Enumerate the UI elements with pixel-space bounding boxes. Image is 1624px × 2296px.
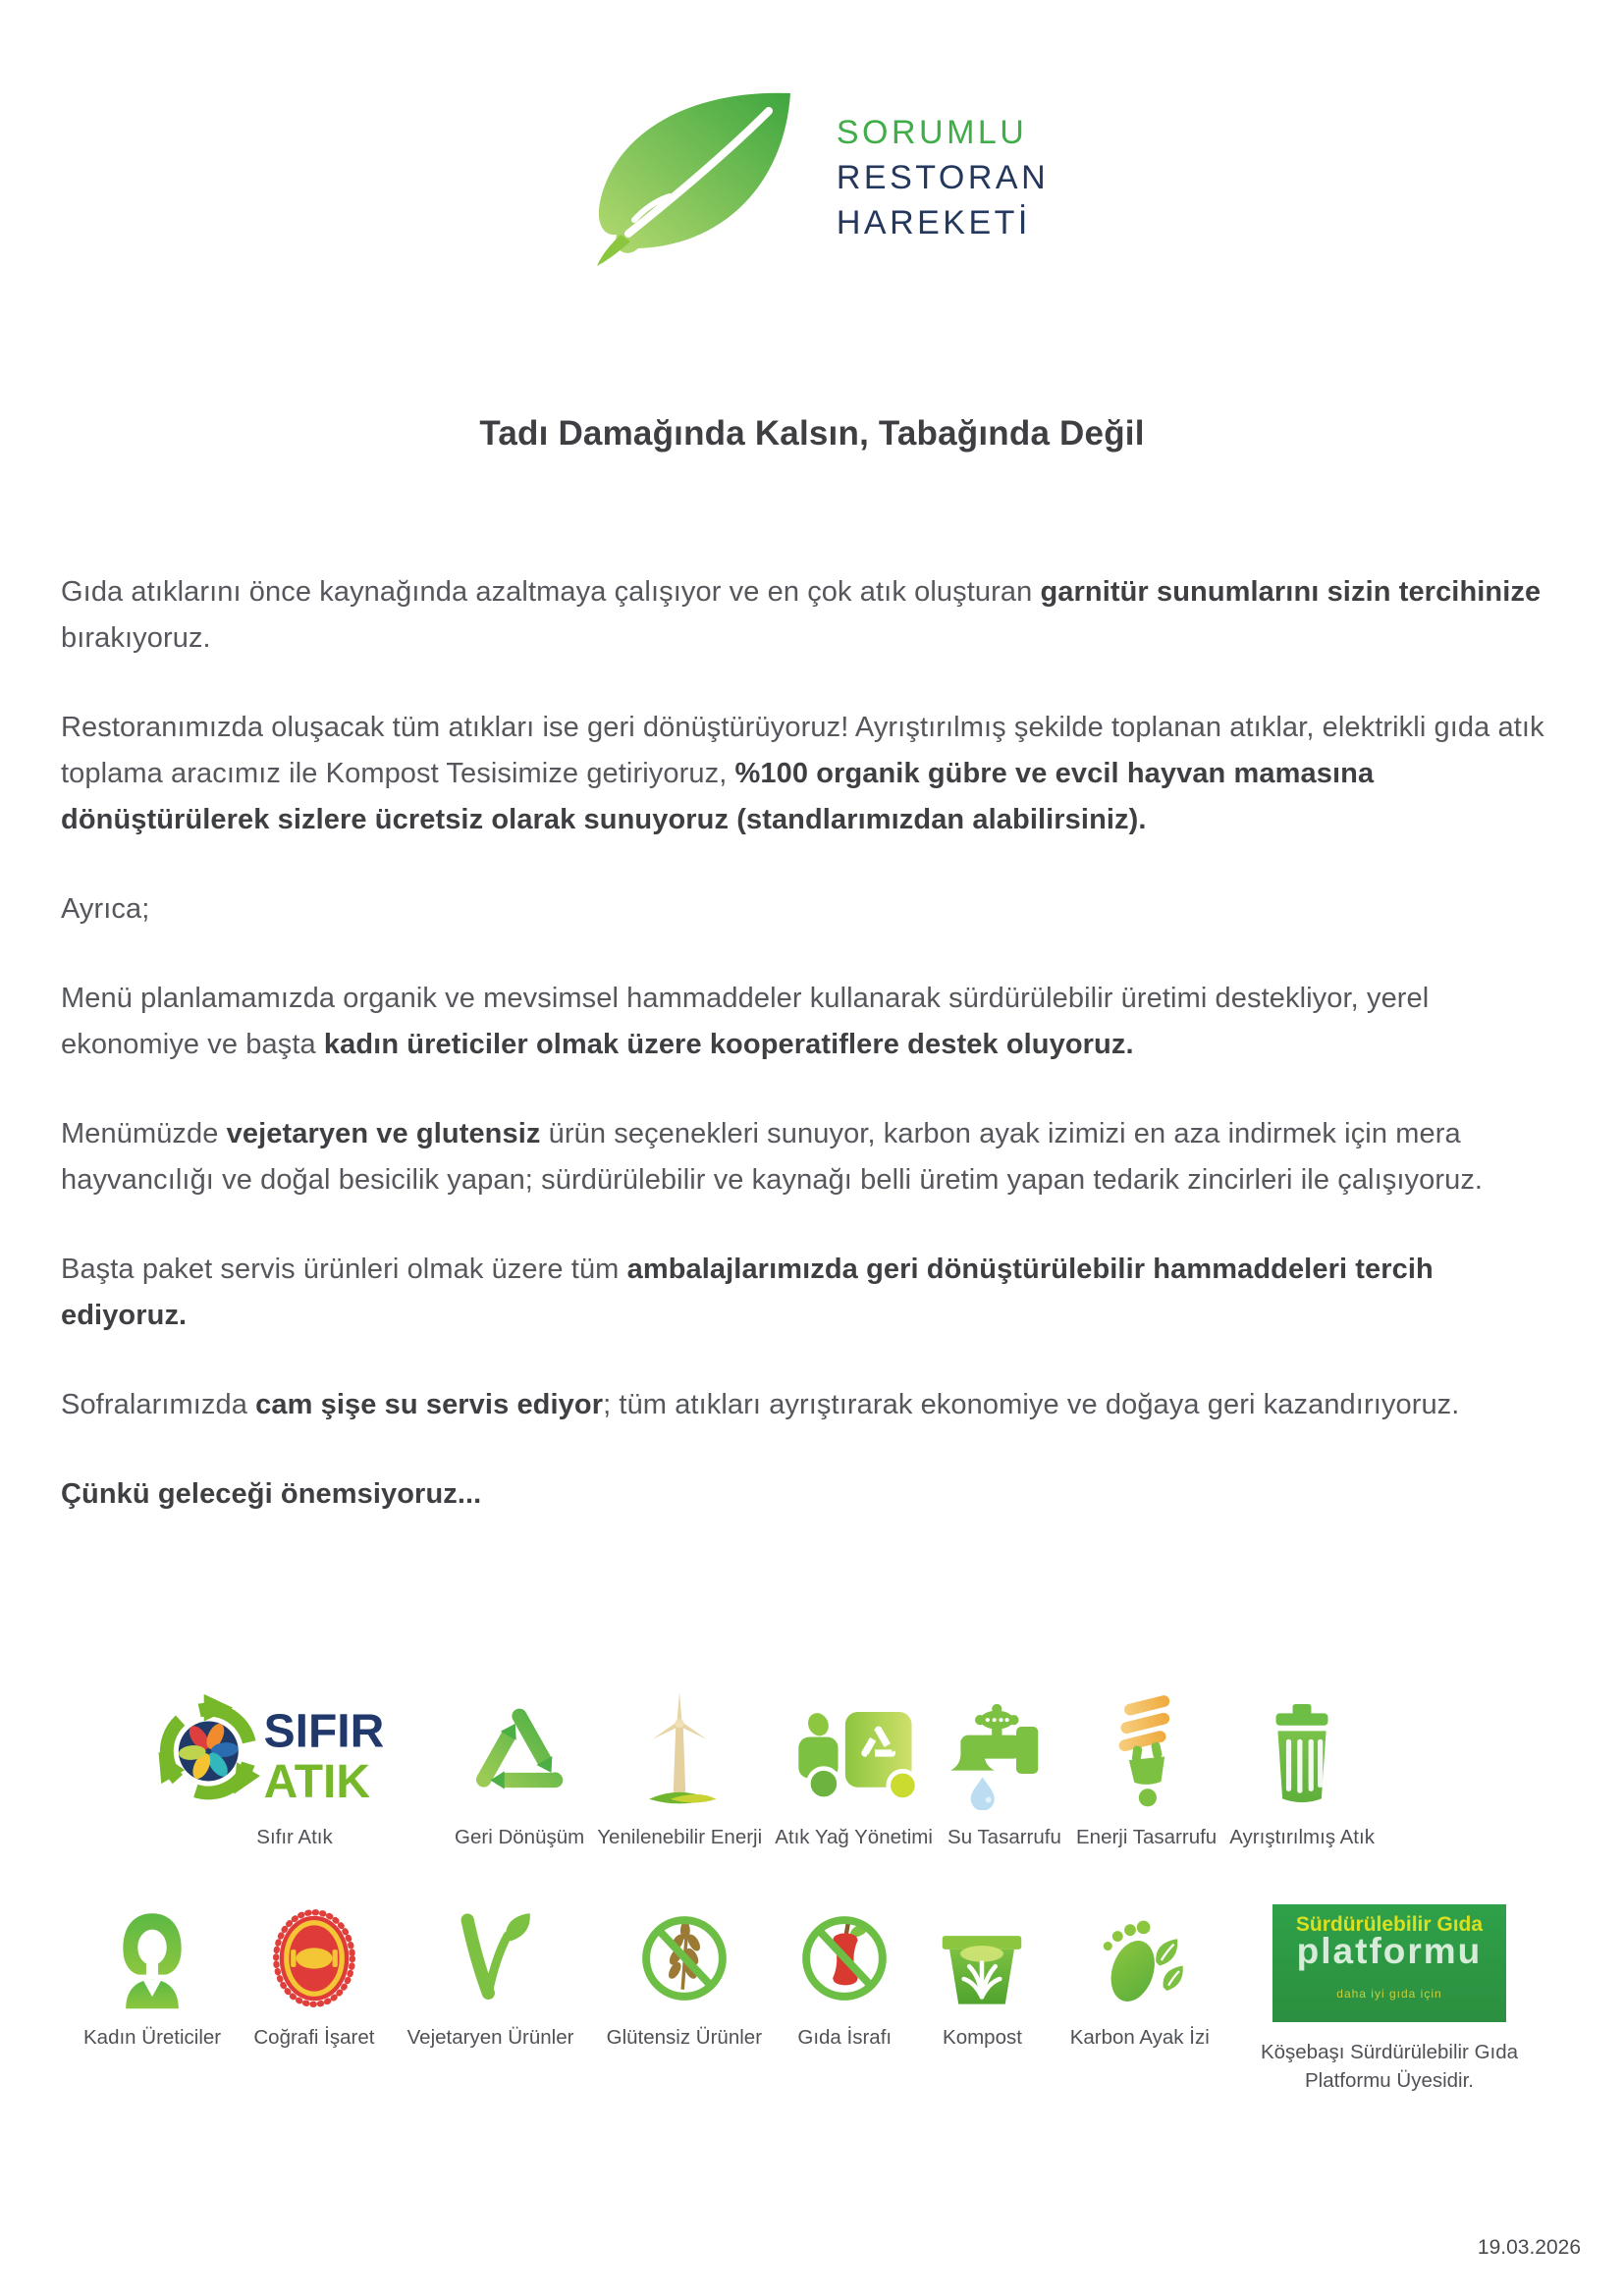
sustainable-food-platform-logo [1272, 1904, 1506, 2022]
sifir-atik-word1: SIFIR [263, 1705, 385, 1758]
badge-label: Karbon Ayak İzi [1069, 2026, 1210, 2049]
paragraph: Ayrıca; [61, 893, 150, 925]
badge-geri-donusum [455, 1690, 584, 1849]
paragraph: Sofralarımızda cam şişe su servis ediyor; tüm atıkları ayrıştırarak ekonomiye ve doğaya geri kazandırıyoruz. [61, 1389, 1460, 1420]
document-date: 19.03.2026 [1477, 2236, 1581, 2259]
brand-line-3: HAREKETİ [836, 204, 1031, 241]
badge-label: Kadın Üreticiler [83, 2026, 222, 2049]
badge-label: Su Tasarrufu [947, 1826, 1061, 1848]
veggie-v-icon [442, 1904, 540, 2010]
badge-atik-yag [775, 1690, 933, 1849]
no-food-waste-icon [794, 1904, 894, 2010]
badge-label: Coğrafi İşaret [253, 2026, 375, 2049]
brand-name [837, 110, 1049, 245]
badge-row-1 [147, 1690, 1375, 1849]
badge-kadin-ureticiler [83, 1904, 221, 2050]
brand-logo [0, 0, 1624, 269]
badge-ayristirilmis-atik [1229, 1690, 1375, 1849]
badge-vejetaryen [407, 1904, 574, 2050]
recycle-icon [464, 1690, 574, 1810]
paragraph: Restoranımızda oluşacak tüm atıkları ise geri dönüştürüyoruz! Ayrıştırılmış şekilde toplanan atıklar, elektrikli gıda atık toplama aracımız ile Kompost Tesisimize getiriyoruz, %100 organik gübre ve evcil hayvan mamasına dönüştürülerek sizlere ücretsiz olarak sunuyoruz (standlarımızdan alabilirsiniz). [61, 712, 1544, 835]
faucet-drop-icon [946, 1690, 1063, 1810]
sifir-atik-word2: ATIK [263, 1756, 371, 1809]
badge-label: Yenilenebilir Enerji [597, 1826, 763, 1848]
badge-row-2 [83, 1904, 1537, 2095]
badge-label: Kompost [943, 2026, 1022, 2049]
badge-label: Enerji Tasarrufu [1076, 1826, 1218, 1848]
compost-pot-icon [927, 1904, 1037, 2010]
platform-logo-tagline: daha iyi gıda için [1336, 1987, 1442, 2001]
cfl-bulb-icon [1100, 1690, 1194, 1810]
body-paragraphs [61, 569, 1563, 1518]
paragraph: Gıda atıklarını önce kaynağında azaltmaya çalışıyor ve en çok atık oluşturan garnitür sunumlarını sizin tercihinize bırakıyoruz. [61, 576, 1542, 654]
badge-glutensiz [607, 1904, 762, 2050]
badge-yenilenebilir-enerji [597, 1690, 762, 1849]
sifir-atik-icon [147, 1690, 442, 1810]
badge-platform-membership [1242, 1904, 1537, 2095]
badge-label: Vejetaryen Ürünler [406, 2026, 574, 2049]
badge-label: Ayrıştırılmış Atık [1229, 1826, 1375, 1848]
brand-line-2: RESTORAN [836, 159, 1050, 196]
badge-label: Glütensiz Ürünler [606, 2026, 763, 2049]
leaf-logo-icon [575, 86, 803, 269]
trash-bin-icon [1251, 1690, 1353, 1810]
platform-logo-line1: Sürdürülebilir Gıda [1295, 1913, 1484, 1936]
badge-label: Gıda İsrafı [797, 2026, 893, 2049]
paragraph: Başta paket servis ürünleri olmak üzere tüm ambalajlarımızda geri dönüştürülebilir hammaddeleri tercih ediyoruz. [61, 1254, 1434, 1331]
badge-label: Atık Yağ Yönetimi [775, 1826, 933, 1848]
geographic-seal-icon [265, 1904, 363, 2010]
badge-sifir-atik [147, 1690, 442, 1849]
carbon-footprint-icon [1086, 1904, 1194, 2010]
gluten-free-icon [634, 1904, 734, 2010]
platform-caption: Köşebaşı Sürdürülebilir Gıda Platformu Üyesidir. [1260, 2041, 1519, 2092]
badge-label: Geri Dönüşüm [455, 1826, 585, 1848]
platform-logo-line2: platformu [1296, 1931, 1483, 1971]
woman-icon [101, 1904, 203, 2010]
recycle-truck-icon [791, 1690, 917, 1810]
badge-karbon-ayak-izi [1070, 1904, 1210, 2050]
wind-turbine-icon [625, 1690, 733, 1810]
paragraph: Çünkü geleceği önemsiyoruz... [61, 1478, 482, 1510]
badge-kompost [927, 1904, 1037, 2050]
badge-gida-israfi [794, 1904, 894, 2050]
page-title: Tadı Damağında Kalsın, Tabağında Değil [479, 414, 1145, 453]
badge-su-tasarrufu [946, 1690, 1063, 1849]
paragraph: Menü planlamamızda organik ve mevsimsel hammaddeler kullanarak sürdürülebilir üretimi destekliyor, yerel ekonomiye ve başta kadın üreticiler olmak üzere kooperatiflere destek oluyoruz. [61, 983, 1430, 1060]
paragraph: Menümüzde vejetaryen ve glutensiz ürün seçenekleri sunuyor, karbon ayak izimizi en aza indirmek için mera hayvancılığı ve doğal besicilik yapan; sürdürülebilir ve kaynağı belli üretim yapan tedarik zincirleri ile çalışıyoruz. [61, 1118, 1484, 1196]
badge-label: Sıfır Atık [256, 1826, 333, 1848]
badge-enerji-tasarrufu [1076, 1690, 1217, 1849]
badge-cografi-isaret [253, 1904, 374, 2050]
brand-line-1: SORUMLU [836, 114, 1028, 151]
